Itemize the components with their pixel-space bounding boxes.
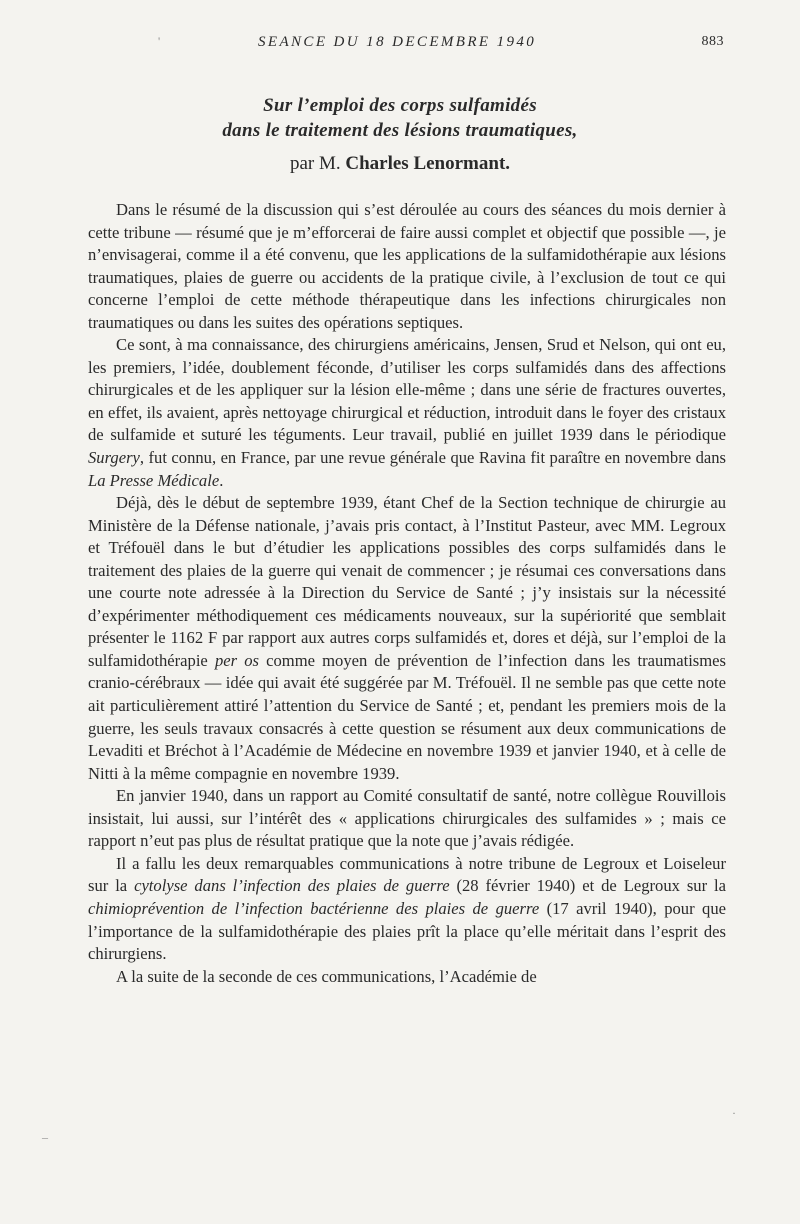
margin-mark-icon: –: [42, 1130, 48, 1144]
paragraph-2-text-c: .: [219, 470, 224, 490]
paragraph-2-text-b: , fut connu, en France, par une revue générale que Ravina fit paraître en novembre dans: [139, 448, 726, 468]
paragraph-5-text-c: (17 avril 1940), pour que l’importance de la sulfamidothérapie des plaies prît la place qu’elle méritait dans l’esprit des chirurgiens.: [88, 898, 726, 964]
communication-title-1: cytolyse dans l’infection des plaies de guerre: [134, 876, 450, 896]
paragraph-5: [88, 853, 726, 966]
paragraph-6: A la suite de la seconde de ces communications, l’Académie de: [116, 966, 537, 986]
paragraph-1: Dans le résumé de la discussion qui s’est déroulée au cours des séances du mois dernier à cette tribune — résumé que je m’efforcerai de faire aussi complet et objectif que possible —, je n’envisagerai, comme il a été convenu, que les applications de la sulfamidothérapie aux lésions traumatiques, plaies de guerre ou accidents de la pratique civile, à l’exclusion de tout ce qui concerne l’emploi de cette méthode thérapeutique dans les infections chirurgicales non traumatiques ou dans les suites des opérations septiques.: [88, 200, 726, 332]
article-title-line-2: dans le traitement des lésions traumatiques,: [222, 120, 578, 141]
author-line: [0, 151, 800, 177]
author-name: Charles Lenormant.: [345, 153, 511, 174]
paragraph-5-text-a: Il a fallu les deux remarquables communications à notre tribune de Legroux et Loiseleur sur la: [88, 853, 726, 896]
article-title-block: [0, 93, 800, 177]
paragraph-2-text-a: Ce sont, à ma connaissance, des chirurgiens américains, Jensen, Srud et Nelson, qui ont eu, les premiers, l’idée, doublement féconde, d’utiliser les corps sulfamidés dans des affections chirurgicales et de les appliquer sur la lésion elle-même ; dans une série de fractures ouvertes, en effet, ils avaient, après nettoyage chirurgical et réduction, introduit dans le foyer des cristaux de sulfamide et suturé les téguments. Leur travail, publié en juillet 1939 dans le périodique: [88, 335, 726, 445]
latin-per-os: per os: [214, 650, 259, 670]
article-title-line-1: Sur l’emploi des corps sulfamidés: [263, 95, 537, 116]
margin-mark-icon: ·: [732, 1106, 736, 1120]
article-body: [88, 199, 726, 988]
paragraph-2: [88, 334, 726, 492]
paragraph-3: [88, 492, 726, 785]
journal-presse-medicale: La Presse Médicale: [88, 470, 220, 490]
paragraph-3-text-a: Déjà, dès le début de septembre 1939, étant Chef de la Section technique de chirurgie au Ministère de la Défense nationale, j’avais pris contact, à l’Institut Pasteur, avec MM. Legroux et Tréfouël dans le but d’étudier les applications possibles des corps sulfamidés dans le traitement des plaies de la guerre qui venait de commencer ; je résumai ces conversations dans une courte note adressée à la Direction du Service de Santé ; j’y insistais sur la nécessité d’expérimenter méthodiquement ces médicaments nouveaux, sur la supériorité que semblait présenter le 1162 F par rapport aux autres corps sulfamidés et, dores et déjà, sur l’emploi de la sulfamidothérapie: [88, 493, 726, 670]
paragraph-4: En janvier 1940, dans un rapport au Comité consultatif de santé, notre collègue Rouvillois insistait, lui aussi, sur l’intérêt des « applications chirurgicales des sulfamides » ; mais ce rapport n’eut pas plus de résultat pratique que la note que j’avais rédigée.: [88, 786, 726, 851]
communication-title-2: chimioprévention de l’infection bactérienne des plaies de guerre: [88, 898, 540, 918]
margin-mark-icon: ': [158, 34, 161, 48]
paragraph-5-text-b: (28 février 1940) et de Legroux sur la: [449, 876, 726, 896]
author-prefix: par M.: [289, 153, 346, 174]
running-header: [0, 34, 800, 56]
journal-surgery: Surgery: [88, 448, 140, 468]
paragraph-3-text-b: comme moyen de prévention de l’infection dans les traumatismes cranio-cérébraux — idée qui avait été suggérée par M. Tréfouël. Il ne semble pas que cette note ait particulièrement attiré l’attention du Service de Santé ; et, pendant les premiers mois de la guerre, les seuls travaux consacrés à cette question se résument aux deux communications de Levaditi et Bréchot à l’Académie de Médecine en novembre 1939 et janvier 1940, et à celle de Nitti à la même compagnie en novembre 1939.: [88, 650, 726, 783]
running-title: SEANCE DU 18 DECEMBRE 1940: [258, 34, 537, 50]
page-number: 883: [701, 34, 724, 49]
